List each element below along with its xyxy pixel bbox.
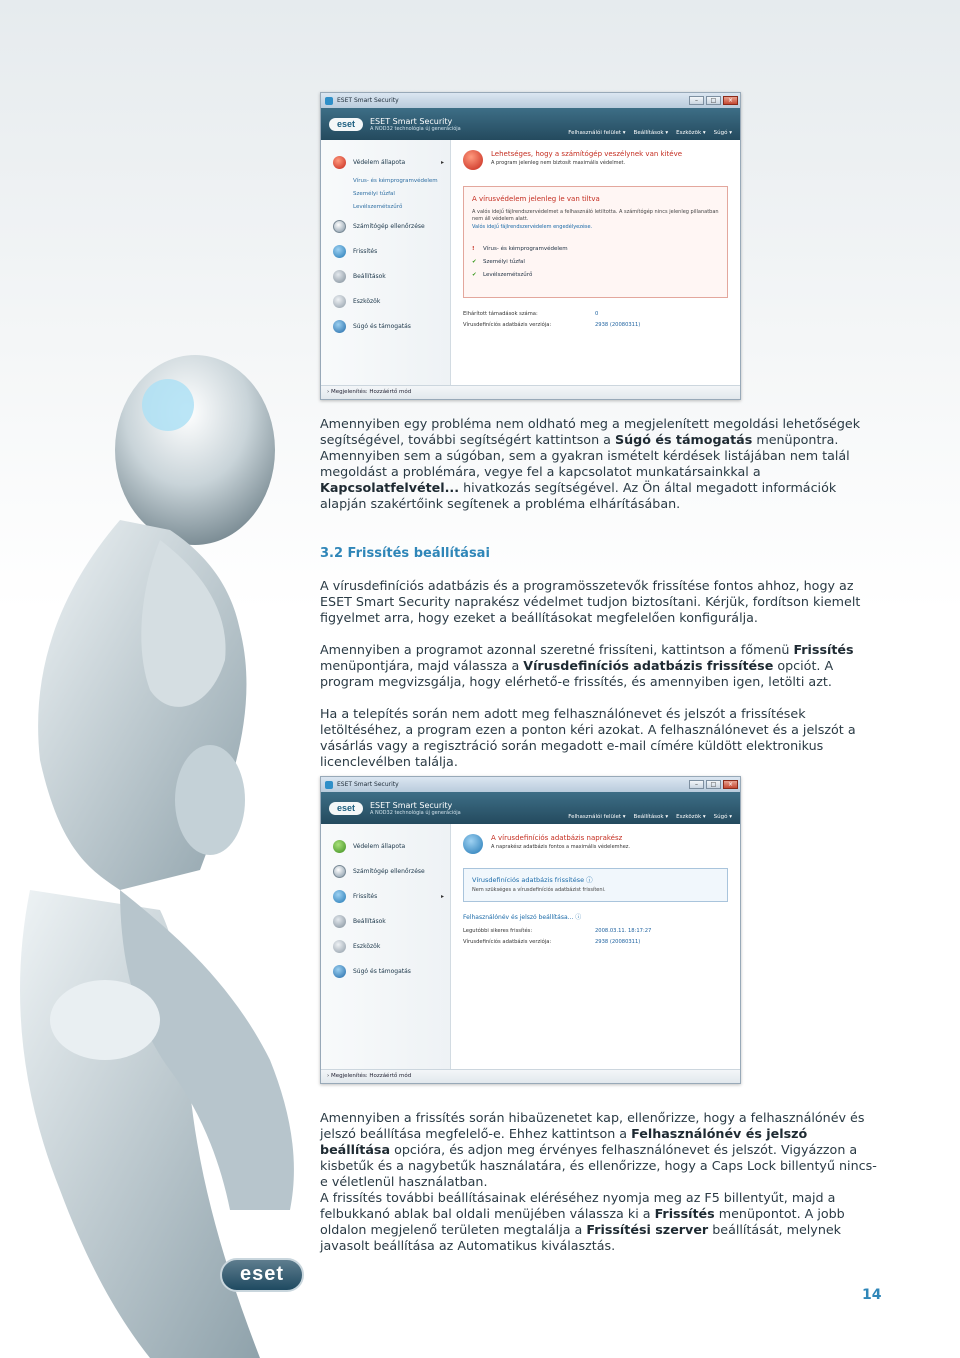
gear-icon bbox=[333, 270, 346, 283]
enable-protection-link[interactable]: Valós idejű fájlrendszervédelem engedélyezése. bbox=[472, 223, 593, 230]
exclamation-icon: ! bbox=[472, 246, 475, 253]
sidebar-item-label: Súgó és támogatás bbox=[353, 323, 411, 330]
info-row bbox=[463, 925, 728, 936]
sidebar-item-label: Eszközök bbox=[353, 298, 381, 305]
sidebar-item-computer-scan[interactable] bbox=[321, 214, 450, 239]
info-value[interactable]: 2938 (20080311) bbox=[595, 321, 641, 328]
info-value: 0 bbox=[595, 310, 599, 317]
close-button[interactable]: × bbox=[723, 780, 738, 789]
sidebar-item-setup[interactable] bbox=[321, 909, 450, 934]
top-menu bbox=[568, 130, 732, 136]
text-span: menüpontot. A jobb oldalon megjelenő területen megtalálja a bbox=[320, 1206, 845, 1237]
sidebar-subitem-firewall[interactable]: Személyi tűzfal bbox=[353, 191, 395, 197]
sidebar-item-protection-status[interactable] bbox=[321, 834, 450, 859]
window-title: ESET Smart Security bbox=[337, 97, 399, 104]
text-span: opciót. A program megvizsgálja, hogy elérhető-e frissítés, és amennyiben igen, letölti azt. bbox=[320, 658, 834, 689]
info-key: Elhárított támadások száma: bbox=[463, 310, 538, 317]
minimize-button[interactable]: – bbox=[689, 780, 704, 789]
maximize-button[interactable]: □ bbox=[706, 96, 721, 105]
menu-tools[interactable]: Eszközök ▾ bbox=[676, 130, 706, 136]
sidebar bbox=[321, 824, 451, 1069]
minimize-button[interactable]: – bbox=[689, 96, 704, 105]
sidebar-subitem-antispam[interactable]: Levélszemétszűrő bbox=[353, 204, 403, 210]
robot-illustration bbox=[0, 330, 330, 1358]
update-icon bbox=[333, 890, 346, 903]
module-status-row[interactable] bbox=[472, 269, 719, 282]
paragraph-advanced-settings bbox=[320, 1190, 880, 1254]
bold-username-password: Felhasználónév és jelszó beállítása bbox=[320, 1126, 808, 1157]
update-database-box[interactable] bbox=[463, 868, 728, 902]
tools-icon bbox=[333, 295, 346, 308]
info-key: Vírusdefiníciós adatbázis verziója: bbox=[463, 938, 552, 945]
sidebar-item-label: Eszközök bbox=[353, 943, 381, 950]
chevron-right-icon: ▸ bbox=[440, 893, 444, 900]
top-menu bbox=[568, 814, 732, 820]
sidebar-item-tools[interactable] bbox=[321, 934, 450, 959]
close-button[interactable]: × bbox=[723, 96, 738, 105]
check-icon: ✔ bbox=[472, 259, 477, 266]
info-row bbox=[463, 308, 728, 319]
info-row bbox=[463, 319, 728, 330]
text-span: menüpontra. Amennyiben sem a súgóban, sem a gyakran ismételt kérdések listájában nem talál megoldást a problémára, vegye fel a kapcsolatot munkatársainkkal a bbox=[320, 432, 850, 479]
display-mode-toggle[interactable]: › Megjelenítés: Hozzáértő mód bbox=[321, 385, 740, 399]
paragraph-credentials: Ha a telepítés során nem adott meg felhasználónevet és jelszót a frissítések letöltéséhez, a program ezen a ponton kéri azokat. A felhasználónevet és a jelszót a vásárlás vagy a regisztráció során megadott e-mail címére küldött elektronikus licenclevélben találja. bbox=[320, 706, 856, 769]
info-value: 2008.03.11. 18:17:27 bbox=[595, 927, 652, 934]
bold-contact: Kapcsolatfelvétel... bbox=[320, 480, 460, 495]
text-span: menüpontjára, majd válassza a bbox=[320, 658, 524, 673]
section-heading: 3.2 Frissítés beállításai bbox=[320, 546, 490, 561]
maximize-button[interactable]: □ bbox=[706, 780, 721, 789]
bold-update-server: Frissítési szerver bbox=[586, 1222, 709, 1237]
sidebar-item-update[interactable] bbox=[321, 884, 450, 909]
status-subheading: A program jelenleg nem biztosít maximális védelmet. bbox=[491, 160, 626, 166]
alert-text: A valós idejű fájlrendszervédelmet a felhasználó letiltotta. A számítógép nincs jelenleg pillanatban nem áll védelem alatt. bbox=[472, 209, 719, 223]
gear-icon bbox=[333, 915, 346, 928]
check-icon bbox=[333, 840, 346, 853]
text-span: opcióra, és adjon meg érvényes felhasználónevet és jelszót. Vigyázzon a kisbetűk és a nagybetűk használatára, és ellenőrizze, hogy a Caps Lock billentyű nincs-e véletlenül használatban. bbox=[320, 1142, 877, 1189]
status-heading: A vírusdefiníciós adatbázis naprakész bbox=[491, 834, 623, 842]
info-key: Vírusdefiníciós adatbázis verziója: bbox=[463, 321, 552, 328]
eset-footer-logo: eset bbox=[220, 1258, 304, 1292]
eset-window-update bbox=[320, 776, 741, 1084]
page-number: 14 bbox=[862, 1287, 882, 1303]
help-icon bbox=[333, 965, 346, 978]
text-span: A frissítés további beállításainak eléréséhez nyomja meg az F5 billentyűt, majd a felbukkanó ablak bal oldali menüjében válassza ki a bbox=[320, 1190, 836, 1221]
menu-tools[interactable]: Eszközök ▾ bbox=[676, 814, 706, 820]
menu-settings[interactable]: Beállítások ▾ bbox=[633, 130, 669, 136]
bold-help-support: Súgó és támogatás bbox=[614, 432, 753, 447]
info-row bbox=[463, 936, 728, 947]
app-title: ESET Smart Security bbox=[370, 800, 453, 810]
sidebar-item-setup[interactable] bbox=[321, 264, 450, 289]
module-label: Személyi tűzfal bbox=[483, 259, 525, 266]
username-password-link[interactable]: Felhasználónév és jelszó beállítása... ⓘ bbox=[463, 914, 582, 921]
sidebar-subitem-antivirus[interactable]: Vírus- és kémprogramvédelem bbox=[353, 178, 438, 184]
display-mode-toggle[interactable]: › Megjelenítés: Hozzáértő mód bbox=[321, 1069, 740, 1083]
sidebar-item-label: Számítógép ellenőrzése bbox=[353, 223, 425, 230]
main-panel bbox=[451, 824, 740, 1069]
menu-user-interface[interactable]: Felhasználói felület ▾ bbox=[568, 814, 626, 820]
sidebar-item-label: Védelem állapota bbox=[353, 843, 406, 850]
eset-small-icon bbox=[325, 781, 333, 789]
sidebar-item-tools[interactable] bbox=[321, 289, 450, 314]
menu-settings[interactable]: Beállítások ▾ bbox=[633, 814, 669, 820]
app-subtitle: A NOD32 technológia új generációja bbox=[370, 809, 461, 816]
module-label: Levélszemétszűrő bbox=[483, 272, 533, 279]
app-subtitle: A NOD32 technológia új generációja bbox=[370, 125, 461, 132]
status-heading: Lehetséges, hogy a számítógép veszélynek van kitéve bbox=[491, 150, 683, 158]
sidebar-item-update[interactable] bbox=[321, 239, 450, 264]
text-span: hivatkozás segítségével. Az Ön által megadott információk alapján szakértőink segítenek a probléma elhárításában. bbox=[320, 480, 837, 511]
app-header bbox=[321, 108, 740, 140]
sidebar-item-protection-status[interactable] bbox=[321, 150, 450, 175]
paragraph-error-check bbox=[320, 1110, 880, 1190]
window-title: ESET Smart Security bbox=[337, 781, 399, 788]
text-span: Amennyiben a programot azonnal szeretné frissíteni, kattintson a főmenü bbox=[320, 642, 794, 657]
eset-logo: eset bbox=[329, 802, 363, 815]
bold-update: Frissítés bbox=[654, 1206, 715, 1221]
help-icon bbox=[333, 320, 346, 333]
sidebar-item-label: Frissítés bbox=[353, 893, 378, 900]
scan-icon bbox=[333, 865, 346, 878]
sidebar-item-label: Súgó és támogatás bbox=[353, 968, 411, 975]
sidebar-item-label: Védelem állapota bbox=[353, 159, 406, 166]
bold-update: Frissítés bbox=[793, 642, 854, 657]
main-panel bbox=[451, 140, 740, 385]
eset-logo: eset bbox=[329, 118, 363, 131]
alert-box bbox=[463, 186, 728, 298]
module-status-row[interactable] bbox=[472, 256, 719, 269]
status-subheading: A naprakész adatbázis fontos a maximális védelemhez. bbox=[491, 844, 630, 850]
tools-icon bbox=[333, 940, 346, 953]
warning-icon bbox=[333, 156, 346, 169]
window-titlebar bbox=[321, 93, 740, 108]
update-database-link[interactable]: Vírusdefiníciós adatbázis frissítése ⓘ bbox=[472, 876, 593, 884]
check-icon: ✔ bbox=[472, 272, 477, 279]
sidebar-item-help[interactable] bbox=[321, 959, 450, 984]
sidebar bbox=[321, 140, 451, 385]
text-span: Amennyiben egy probléma nem oldható meg a megjelenített megoldási lehetőségek segítségével, további segítségért kattintson a bbox=[320, 416, 861, 447]
text-span: Amennyiben a frissítés során hibaüzenetet kap, ellenőrizze, hogy a felhasználónév és jelszó beállítása megfelelő-e. Ehhez kattintson a bbox=[320, 1110, 865, 1141]
update-database-text: Nem szükséges a vírusdefiníciós adatbázist frissíteni. bbox=[472, 887, 606, 893]
app-header bbox=[321, 792, 740, 824]
text-span: beállítását, melynek javasolt beállítása az Automatikus kiválasztás. bbox=[320, 1222, 842, 1253]
window-titlebar bbox=[321, 777, 740, 792]
paragraph-help-support bbox=[320, 416, 880, 512]
sidebar-item-computer-scan[interactable] bbox=[321, 859, 450, 884]
sidebar-item-label: Számítógép ellenőrzése bbox=[353, 868, 425, 875]
warning-icon bbox=[463, 150, 483, 170]
module-status-row[interactable] bbox=[472, 243, 719, 256]
menu-user-interface[interactable]: Felhasználói felület ▾ bbox=[568, 130, 626, 136]
eset-window-protection-status bbox=[320, 92, 741, 400]
sidebar-item-label: Beállítások bbox=[353, 918, 386, 925]
info-value[interactable]: 2938 (20080311) bbox=[595, 938, 641, 945]
update-icon bbox=[463, 834, 483, 854]
alert-title: A vírusvédelem jelenleg le van tiltva bbox=[472, 195, 600, 203]
bold-update-database: Vírusdefiníciós adatbázis frissítése bbox=[523, 658, 774, 673]
app-title: ESET Smart Security bbox=[370, 116, 453, 126]
sidebar-item-label: Beállítások bbox=[353, 273, 386, 280]
paragraph-update-intro: A vírusdefiníciós adatbázis és a programösszetevők frissítése fontos ahhoz, hogy az ESET Smart Security naprakész védelmet tudjon biztosítani. Kérjük, fordítson kiemelt figyelmet arra, hogy ezeket a beállításokat megfelelően konfigurálja. bbox=[320, 578, 861, 625]
chevron-right-icon: ▸ bbox=[440, 159, 444, 166]
update-icon bbox=[333, 245, 346, 258]
menu-help[interactable]: Súgó ▾ bbox=[713, 814, 732, 820]
module-label: Vírus- és kémprogramvédelem bbox=[483, 246, 568, 253]
paragraph-update-now bbox=[320, 642, 880, 690]
info-key: Legutóbbi sikeres frissítés: bbox=[463, 927, 533, 934]
sidebar-item-label: Frissítés bbox=[353, 248, 378, 255]
menu-help[interactable]: Súgó ▾ bbox=[713, 130, 732, 136]
scan-icon bbox=[333, 220, 346, 233]
eset-small-icon bbox=[325, 97, 333, 105]
sidebar-item-help[interactable] bbox=[321, 314, 450, 339]
